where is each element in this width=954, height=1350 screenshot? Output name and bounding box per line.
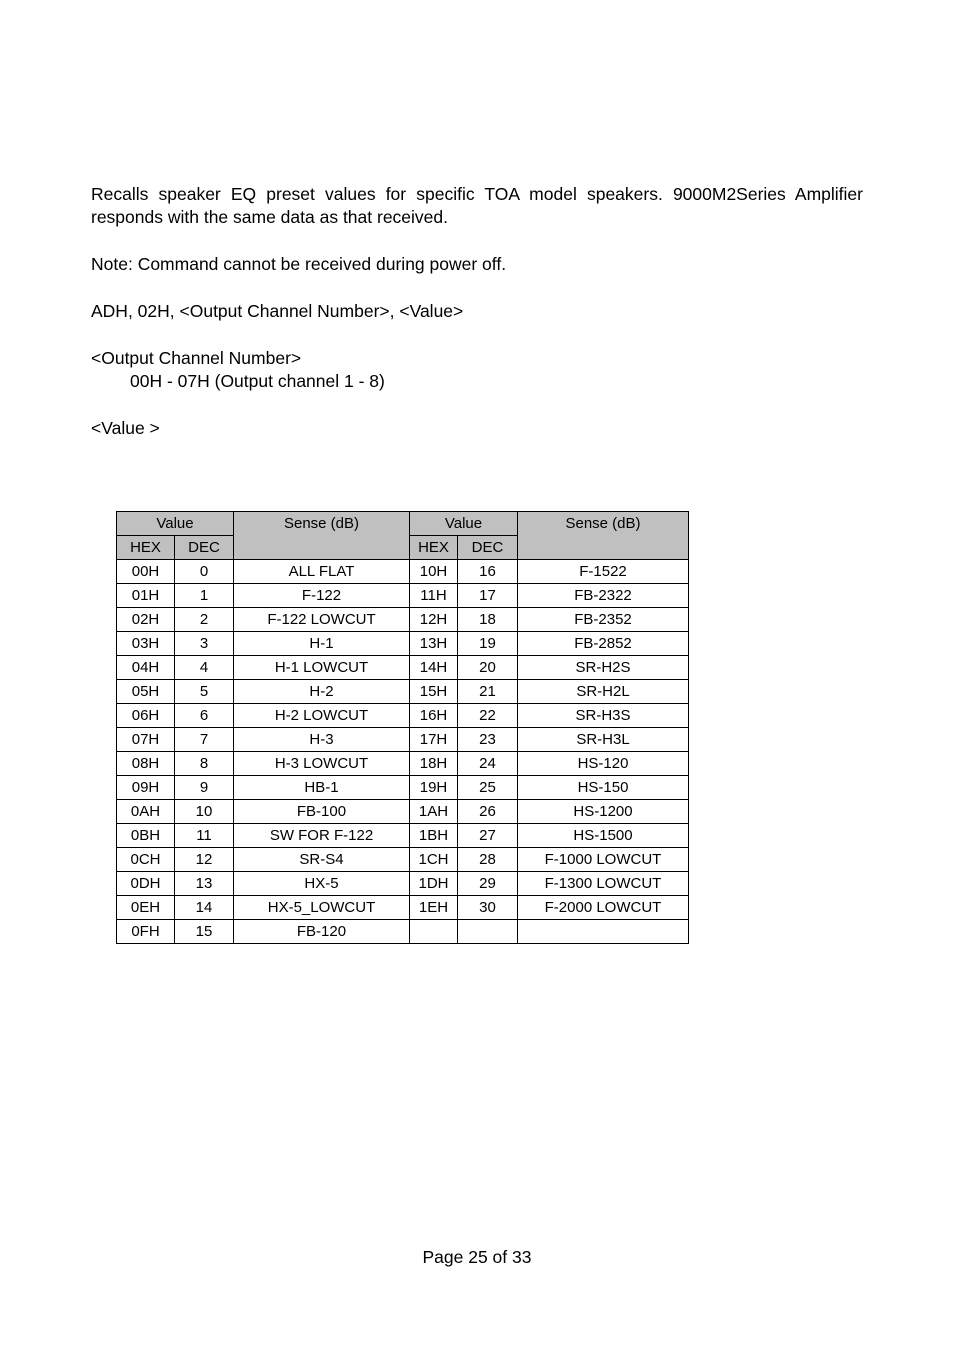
cell-sense1: ALL FLAT bbox=[234, 560, 410, 584]
cell-hex1: 01H bbox=[117, 584, 175, 608]
cell-dec1: 8 bbox=[175, 752, 234, 776]
description-paragraph: Recalls speaker EQ preset values for specific TOA model speakers. 9000M2Series Amplifier responds with the same data as that received. bbox=[91, 184, 863, 227]
cell-hex2: 1BH bbox=[410, 824, 458, 848]
header-sense-right: Sense (dB) bbox=[518, 512, 689, 560]
document-body bbox=[91, 183, 863, 440]
cell-hex2: 1EH bbox=[410, 896, 458, 920]
table-row bbox=[117, 824, 689, 848]
header-value-right: Value bbox=[410, 512, 518, 536]
cell-dec1: 15 bbox=[175, 920, 234, 944]
cell-hex2: 1DH bbox=[410, 872, 458, 896]
cell-sense2: SR-H3S bbox=[518, 704, 689, 728]
cell-dec2: 17 bbox=[458, 584, 518, 608]
header-value-left: Value bbox=[117, 512, 234, 536]
table-row bbox=[117, 776, 689, 800]
cell-sense2: F-1000 LOWCUT bbox=[518, 848, 689, 872]
cell-dec2: 30 bbox=[458, 896, 518, 920]
channel-range: 00H - 07H (Output channel 1 - 8) bbox=[130, 371, 385, 391]
cell-dec1: 13 bbox=[175, 872, 234, 896]
cell-sense1: F-122 bbox=[234, 584, 410, 608]
cell-hex2: 15H bbox=[410, 680, 458, 704]
cell-dec2: 19 bbox=[458, 632, 518, 656]
header-sense-left: Sense (dB) bbox=[234, 512, 410, 560]
table-row bbox=[117, 848, 689, 872]
cell-hex1: 0DH bbox=[117, 872, 175, 896]
cell-dec2: 29 bbox=[458, 872, 518, 896]
cell-hex1: 09H bbox=[117, 776, 175, 800]
table-row bbox=[117, 728, 689, 752]
cell-sense2: F-1522 bbox=[518, 560, 689, 584]
channel-label: <Output Channel Number> bbox=[91, 348, 302, 368]
cell-dec1: 10 bbox=[175, 800, 234, 824]
cell-dec2: 22 bbox=[458, 704, 518, 728]
cell-hex2 bbox=[410, 920, 458, 944]
cell-dec1: 6 bbox=[175, 704, 234, 728]
cell-hex1: 0FH bbox=[117, 920, 175, 944]
cell-hex2: 1AH bbox=[410, 800, 458, 824]
cell-sense1: HX-5_LOWCUT bbox=[234, 896, 410, 920]
cell-hex1: 0AH bbox=[117, 800, 175, 824]
header-hex-right: HEX bbox=[410, 536, 458, 560]
cell-sense2: F-1300 LOWCUT bbox=[518, 872, 689, 896]
cell-sense1: H-2 LOWCUT bbox=[234, 704, 410, 728]
cell-hex2: 12H bbox=[410, 608, 458, 632]
cell-hex1: 06H bbox=[117, 704, 175, 728]
cell-sense1: FB-120 bbox=[234, 920, 410, 944]
table-row bbox=[117, 704, 689, 728]
cell-dec1: 7 bbox=[175, 728, 234, 752]
cell-dec1: 2 bbox=[175, 608, 234, 632]
cell-hex1: 05H bbox=[117, 680, 175, 704]
cell-hex2: 18H bbox=[410, 752, 458, 776]
cell-sense2: SR-H2L bbox=[518, 680, 689, 704]
cell-hex2: 11H bbox=[410, 584, 458, 608]
table-body bbox=[117, 560, 689, 944]
cell-hex1: 03H bbox=[117, 632, 175, 656]
cell-sense2: HS-150 bbox=[518, 776, 689, 800]
cell-sense1: H-3 LOWCUT bbox=[234, 752, 410, 776]
cell-dec2: 28 bbox=[458, 848, 518, 872]
table-row bbox=[117, 752, 689, 776]
cell-dec1: 4 bbox=[175, 656, 234, 680]
cell-sense1: SR-S4 bbox=[234, 848, 410, 872]
cell-dec1: 11 bbox=[175, 824, 234, 848]
table-row bbox=[117, 800, 689, 824]
cell-sense1: HX-5 bbox=[234, 872, 410, 896]
cell-hex2: 14H bbox=[410, 656, 458, 680]
cell-hex2: 10H bbox=[410, 560, 458, 584]
cell-dec1: 5 bbox=[175, 680, 234, 704]
cell-sense2: SR-H3L bbox=[518, 728, 689, 752]
cell-hex1: 07H bbox=[117, 728, 175, 752]
cell-dec2: 18 bbox=[458, 608, 518, 632]
cell-dec2: 25 bbox=[458, 776, 518, 800]
cell-dec2 bbox=[458, 920, 518, 944]
cell-hex1: 0BH bbox=[117, 824, 175, 848]
header-hex-left: HEX bbox=[117, 536, 175, 560]
cell-dec1: 1 bbox=[175, 584, 234, 608]
page-footer: Page 25 of 33 bbox=[422, 1247, 532, 1267]
table-row bbox=[117, 920, 689, 944]
cell-dec1: 9 bbox=[175, 776, 234, 800]
cell-hex1: 02H bbox=[117, 608, 175, 632]
cell-sense1: SW FOR F-122 bbox=[234, 824, 410, 848]
cell-dec2: 16 bbox=[458, 560, 518, 584]
table-row bbox=[117, 632, 689, 656]
cell-hex1: 00H bbox=[117, 560, 175, 584]
eq-preset-table bbox=[116, 511, 689, 944]
cell-hex2: 13H bbox=[410, 632, 458, 656]
cell-hex1: 0CH bbox=[117, 848, 175, 872]
header-dec-left: DEC bbox=[175, 536, 234, 560]
cell-dec2: 26 bbox=[458, 800, 518, 824]
cell-hex2: 17H bbox=[410, 728, 458, 752]
table-row bbox=[117, 680, 689, 704]
cell-dec2: 21 bbox=[458, 680, 518, 704]
table-row bbox=[117, 560, 689, 584]
cell-sense2: F-2000 LOWCUT bbox=[518, 896, 689, 920]
cell-dec2: 23 bbox=[458, 728, 518, 752]
cell-sense2: FB-2352 bbox=[518, 608, 689, 632]
command-format: ADH, 02H, <Output Channel Number>, <Value> bbox=[91, 301, 464, 321]
cell-hex1: 08H bbox=[117, 752, 175, 776]
value-label: <Value > bbox=[91, 418, 160, 438]
table-row bbox=[117, 656, 689, 680]
cell-dec1: 12 bbox=[175, 848, 234, 872]
cell-sense2: FB-2322 bbox=[518, 584, 689, 608]
table-header-row bbox=[117, 512, 689, 536]
cell-sense1: H-3 bbox=[234, 728, 410, 752]
cell-dec1: 0 bbox=[175, 560, 234, 584]
cell-sense2: HS-120 bbox=[518, 752, 689, 776]
cell-hex2: 19H bbox=[410, 776, 458, 800]
cell-dec2: 24 bbox=[458, 752, 518, 776]
cell-hex2: 1CH bbox=[410, 848, 458, 872]
cell-sense1: H-2 bbox=[234, 680, 410, 704]
cell-sense2: FB-2852 bbox=[518, 632, 689, 656]
cell-sense2: HS-1500 bbox=[518, 824, 689, 848]
cell-sense1: F-122 LOWCUT bbox=[234, 608, 410, 632]
cell-hex2: 16H bbox=[410, 704, 458, 728]
table-row bbox=[117, 584, 689, 608]
cell-sense2 bbox=[518, 920, 689, 944]
table-row bbox=[117, 608, 689, 632]
power-note: Note: Command cannot be received during power off. bbox=[91, 254, 507, 274]
cell-sense1: H-1 LOWCUT bbox=[234, 656, 410, 680]
cell-dec1: 14 bbox=[175, 896, 234, 920]
cell-dec2: 20 bbox=[458, 656, 518, 680]
table-row bbox=[117, 872, 689, 896]
cell-sense1: H-1 bbox=[234, 632, 410, 656]
table-row bbox=[117, 896, 689, 920]
cell-sense1: FB-100 bbox=[234, 800, 410, 824]
cell-dec2: 27 bbox=[458, 824, 518, 848]
cell-sense2: SR-H2S bbox=[518, 656, 689, 680]
cell-hex1: 04H bbox=[117, 656, 175, 680]
cell-sense1: HB-1 bbox=[234, 776, 410, 800]
cell-hex1: 0EH bbox=[117, 896, 175, 920]
cell-dec1: 3 bbox=[175, 632, 234, 656]
cell-sense2: HS-1200 bbox=[518, 800, 689, 824]
header-dec-right: DEC bbox=[458, 536, 518, 560]
